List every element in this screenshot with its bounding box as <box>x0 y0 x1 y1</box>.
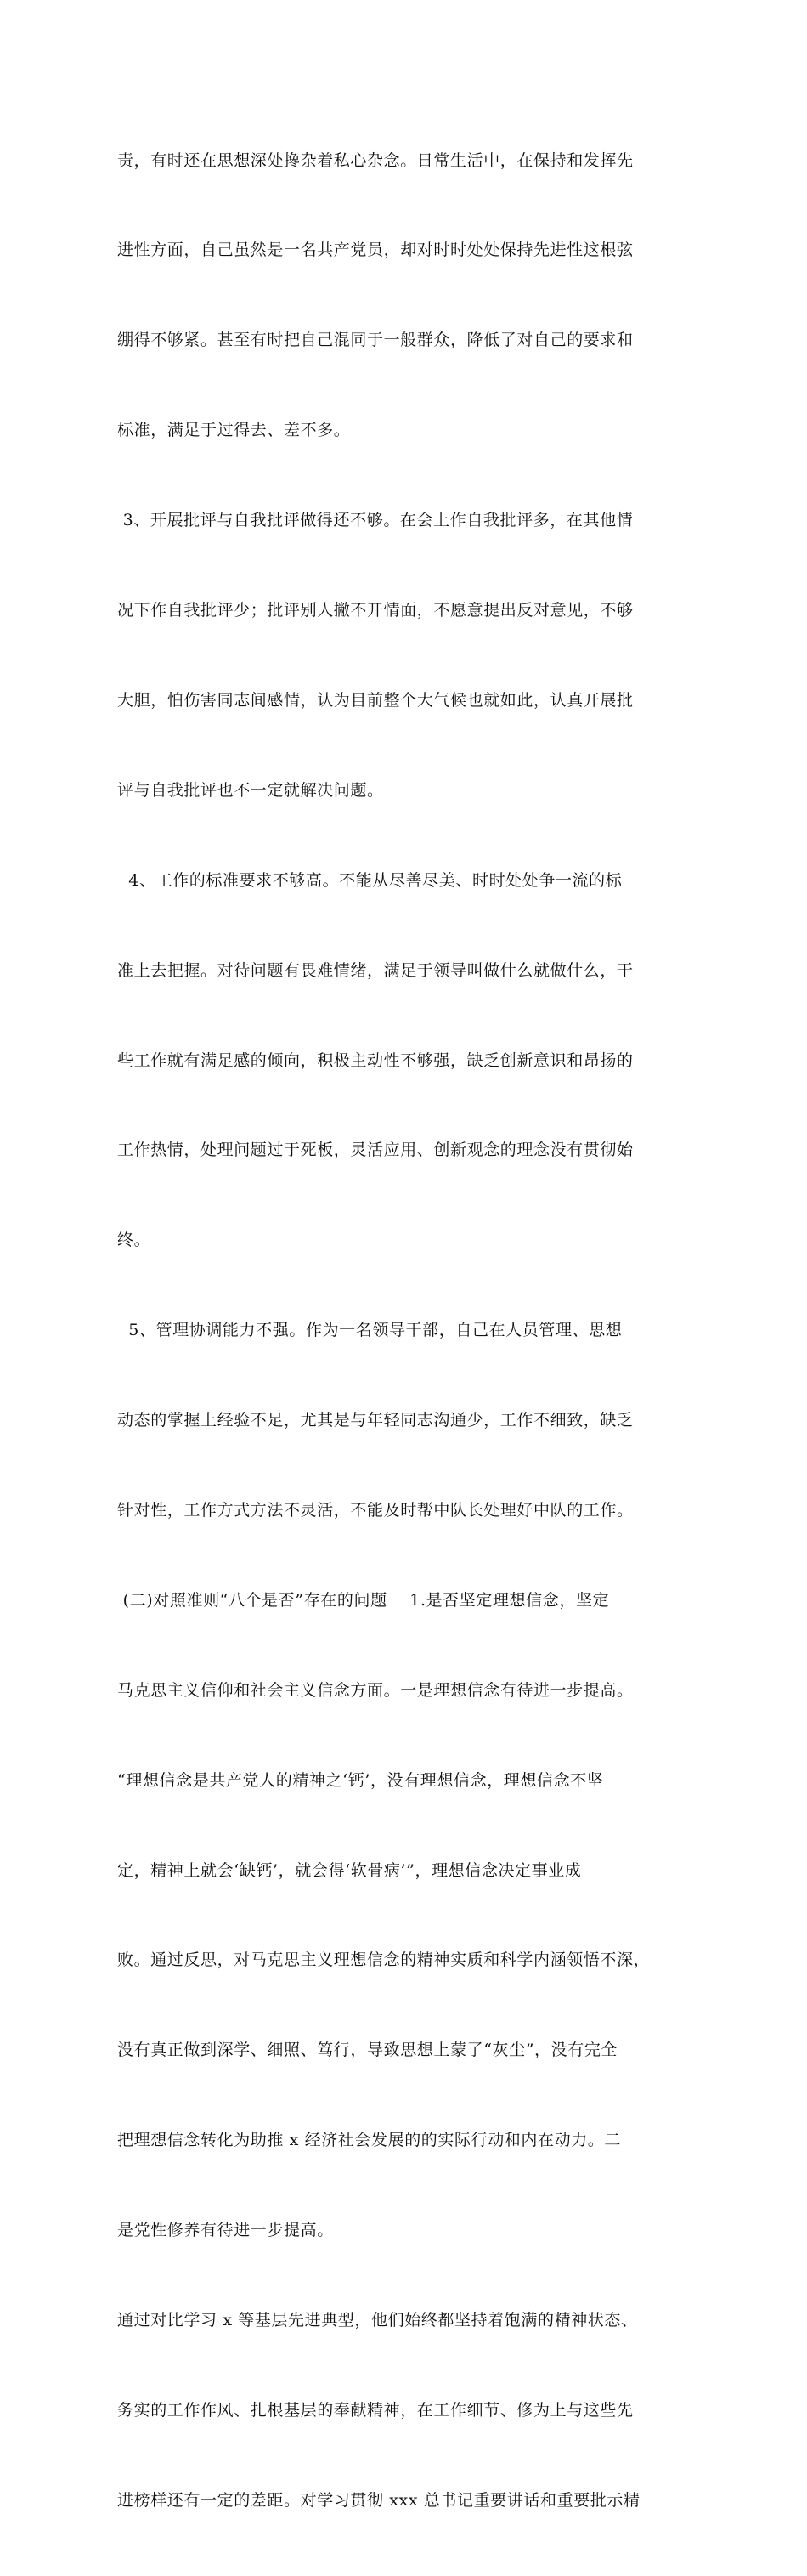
text-line: 些工作就有满足感的倾向，积极主动性不够强，缺乏创新意识和昂扬的 <box>117 1050 634 1070</box>
text-line: 进榜样还有一定的差距。对学习贯彻 xxx 总书记重要讲话和重要批示精 <box>117 2490 641 2510</box>
text-line: 大胆，怕伤害同志间感情，认为目前整个大气候也就如此，认真开展批 <box>117 690 634 710</box>
text-line: “理想信念是共产党人的精神之‘钙’，没有理想信念，理想信念不坚 <box>117 1770 604 1790</box>
text-line: 动态的掌握上经验不足，尤其是与年轻同志沟通少，工作不细致，缺乏 <box>117 1411 634 1430</box>
text-line: (二)对照准则“八个是否”存在的问题 1.是否坚定理想信念，坚定 <box>117 1590 610 1610</box>
text-line: 定，精神上就会‘缺钙’，就会得‘软骨病’”，理想信念决定事业成 <box>117 1860 582 1880</box>
text-line: 没有真正做到深学、细照、笃行，导致思想上蒙了“灰尘”，没有完全 <box>117 2041 618 2060</box>
text-line: 准上去把握。对待问题有畏难情绪，满足于领导叫做什么就做什么，干 <box>117 960 634 980</box>
text-line: 通过对比学习 x 等基层先进典型，他们始终都坚持着饱满的精神状态、 <box>117 2310 638 2330</box>
text-line: 标准，满足于过得去、差不多。 <box>117 421 351 440</box>
text-line: 针对性，工作方式方法不灵活，不能及时帮中队长处理好中队的工作。 <box>117 1500 634 1520</box>
text-line: 5、管理协调能力不强。作为一名领导干部，自己在人员管理、思想 <box>117 1321 623 1340</box>
text-line: 责，有时还在思想深处搀杂着私心杂念。日常生活中，在保持和发挥先 <box>117 150 634 170</box>
text-line: 绷得不够紧。甚至有时把自己混同于一般群众，降低了对自己的要求和 <box>117 331 634 350</box>
text-line: 进性方面，自己虽然是一名共产党员，却对时时处处保持先进性这根弦 <box>117 241 634 260</box>
text-line: 工作热情，处理问题过于死板，灵活应用、创新观念的理念没有贯彻始 <box>117 1141 634 1160</box>
text-line: 况下作自我批评少；批评别人撇不开情面，不愿意提出反对意见，不够 <box>117 601 634 620</box>
text-line: 务实的工作作风、扎根基层的奉献精神，在工作细节、修为上与这些先 <box>117 2400 634 2420</box>
text-line: 败。通过反思，对马克思主义理想信念的精神实质和科学内涵领悟不深， <box>117 1950 651 1970</box>
text-line: 把理想信念转化为助推 x 经济社会发展的的实际行动和内在动力。二 <box>117 2131 621 2150</box>
text-line: 马克思主义信仰和社会主义信念方面。一是理想信念有待进一步提高。 <box>117 1680 634 1700</box>
text-line: 终。 <box>117 1231 151 1250</box>
body-text <box>117 86 703 2576</box>
text-line: 是党性修养有待进一步提高。 <box>117 2221 334 2240</box>
text-line: 4、工作的标准要求不够高。不能从尽善尽美、时时处处争一流的标 <box>117 870 623 890</box>
text-line: 评与自我批评也不一定就解决问题。 <box>117 780 384 800</box>
text-line: 3、开展批评与自我批评做得还不够。在会上作自我批评多，在其他情 <box>117 511 634 530</box>
